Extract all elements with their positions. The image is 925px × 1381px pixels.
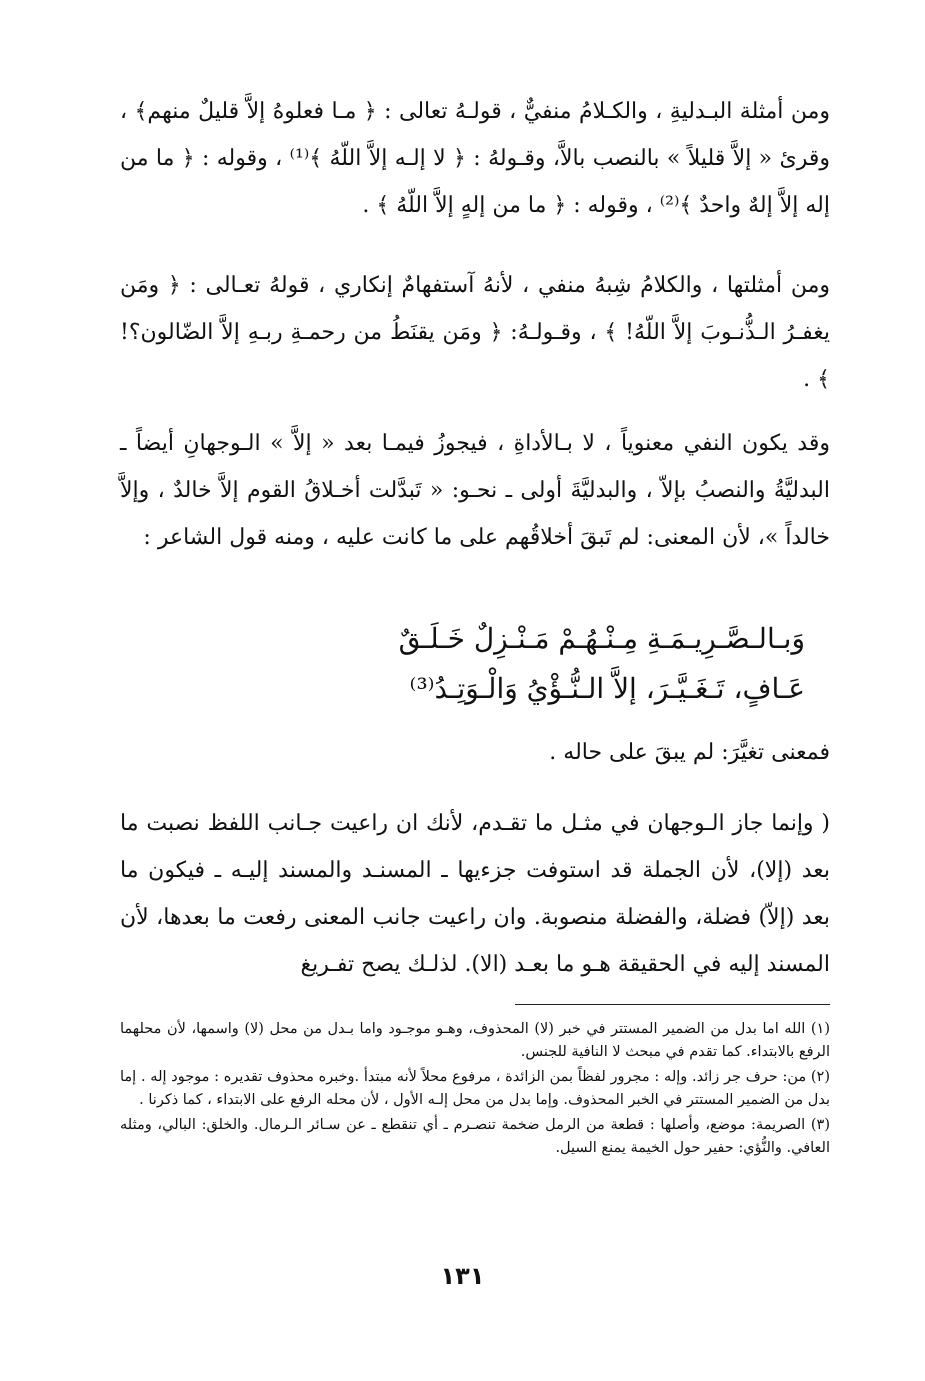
paragraph-explanation: ( وإنما جاز الـوجهان في مثـل ما تقـدم، لأنك ان راعيت جـانب اللفظ نصبت ما بعد (إلا)، لأن الجملة قد استوفت جزءيها ـ المسنـد والمسند إليـه ـ فيكون ما بعد (إلاّ) فضلة، والفضلة منصوبة. وان راعيت جانب المعنى رفعت ما بعدها، لأن المسند إليه في الحقيقة هـو ما بعـد (الا). لذلـك يصح تفـريغ (120, 811, 830, 977)
paragraph-rhetorical-question: ومن أمثلتها ، والكلامُ شِبهُ منفي ، لأنهُ آستفهامٌ إنكاري ، قولهُ تعـالى : ﴿ ومَن يغفـرُ الـذُّنـوبَ إلاَّ اللّهُ! ﴾ ، وقـولـهُ: ﴿ ومَن يقنَطُ من رحمـةِ ربـهِ إلاَّ الضّالون؟! ﴾ . (120, 273, 830, 392)
verse-line-2: عَـافٍ، تَـغَـيَّـرَ، إلاَّ الـنُّـؤْيُ وَالْـوَتِـدُ⁽³⁾ (409, 672, 805, 705)
verse-line-1: وَبـالـصَّـرِيـمَـةِ مِـنْـهُـمْ مَـنْـزِلٌ خَـلَـقٌ (398, 622, 805, 655)
paragraph-semantic-negation: وقد يكون النفي معنوياً ، لا بـالأداةِ ، فيجوزُ فيمـا بعد « إلاَّ » الـوجهانِ أيضاً ـ البدليَّةُ والنصبُ بإلاّ ، والبدليَّةَ أولى ـ نحـو: « تَبدَّلت أخـلاقُ القوم إلاَّ خالدٌ ، وإلاَّ خالداً »، لأن المعنى: لم تَبقَ أخلاقُهم على ما كانت عليه ، ومنه قول الشاعر : (120, 431, 830, 550)
page-number: ١٣١ (440, 1262, 485, 1290)
footnote-2: (٢) من: حرف جر زائد. وإله : مجرور لفظاً بمن الزائدة ، مرفوع محلاً لأنه مبتدأ .وخبره محذوف تقديره : موجود إله . إما بدل من الضمير المستتر في الخبر المحذوف. وإما بدل من محل إلـه الأول ، لأن محله الرفع على الابتداء ، كما ذكرنا . (120, 1069, 830, 1108)
footnote-1: (١) الله اما بدل من الضمير المستتر في خبر (لا) المحذوف، وهـو موجـود واما بـدل من محل (لا) واسمها، لأن محلهما الرفع بالابتداء. كما تقدم في مبحث لا النافية للجنس. (120, 1021, 830, 1060)
footnote-divider (515, 1004, 830, 1005)
footnotes (120, 1018, 830, 1162)
paragraph-badaliyya-examples: ومن أمثلة البـدليةِ ، والكـلامُ منفيٌّ ، قولـهُ تعالى : ﴿ مـا فعلوهُ إلاَّ قليلٌ منهم﴾ ، وقرئ « إلاَّ قليلاً » بالنصب بالاَّ، وقـولهُ : ﴿ لا إلـه إلاَّ اللّهُ ﴾⁽¹⁾ ، وقوله : ﴿ ما من إله إلاَّ إلهٌ واحدٌ ﴾⁽²⁾ ، وقوله : ﴿ ما من إلهٍ إلاَّ اللّهُ ﴾ . (120, 99, 830, 218)
footnote-3: (٣) الصريمة: موضع، وأصلها : قطعة من الرمل ضخمة تنصـرم ـ أي تنقطع ـ عن سـائر الـرمال. والخلق: البالي، ومثله العافي. والنُّؤي: حفير حول الخيمة يمنع السيل. (120, 1117, 830, 1156)
verse-meaning: فمعنى تغيَّرَ: لم يبقَ على حاله . (549, 740, 830, 765)
